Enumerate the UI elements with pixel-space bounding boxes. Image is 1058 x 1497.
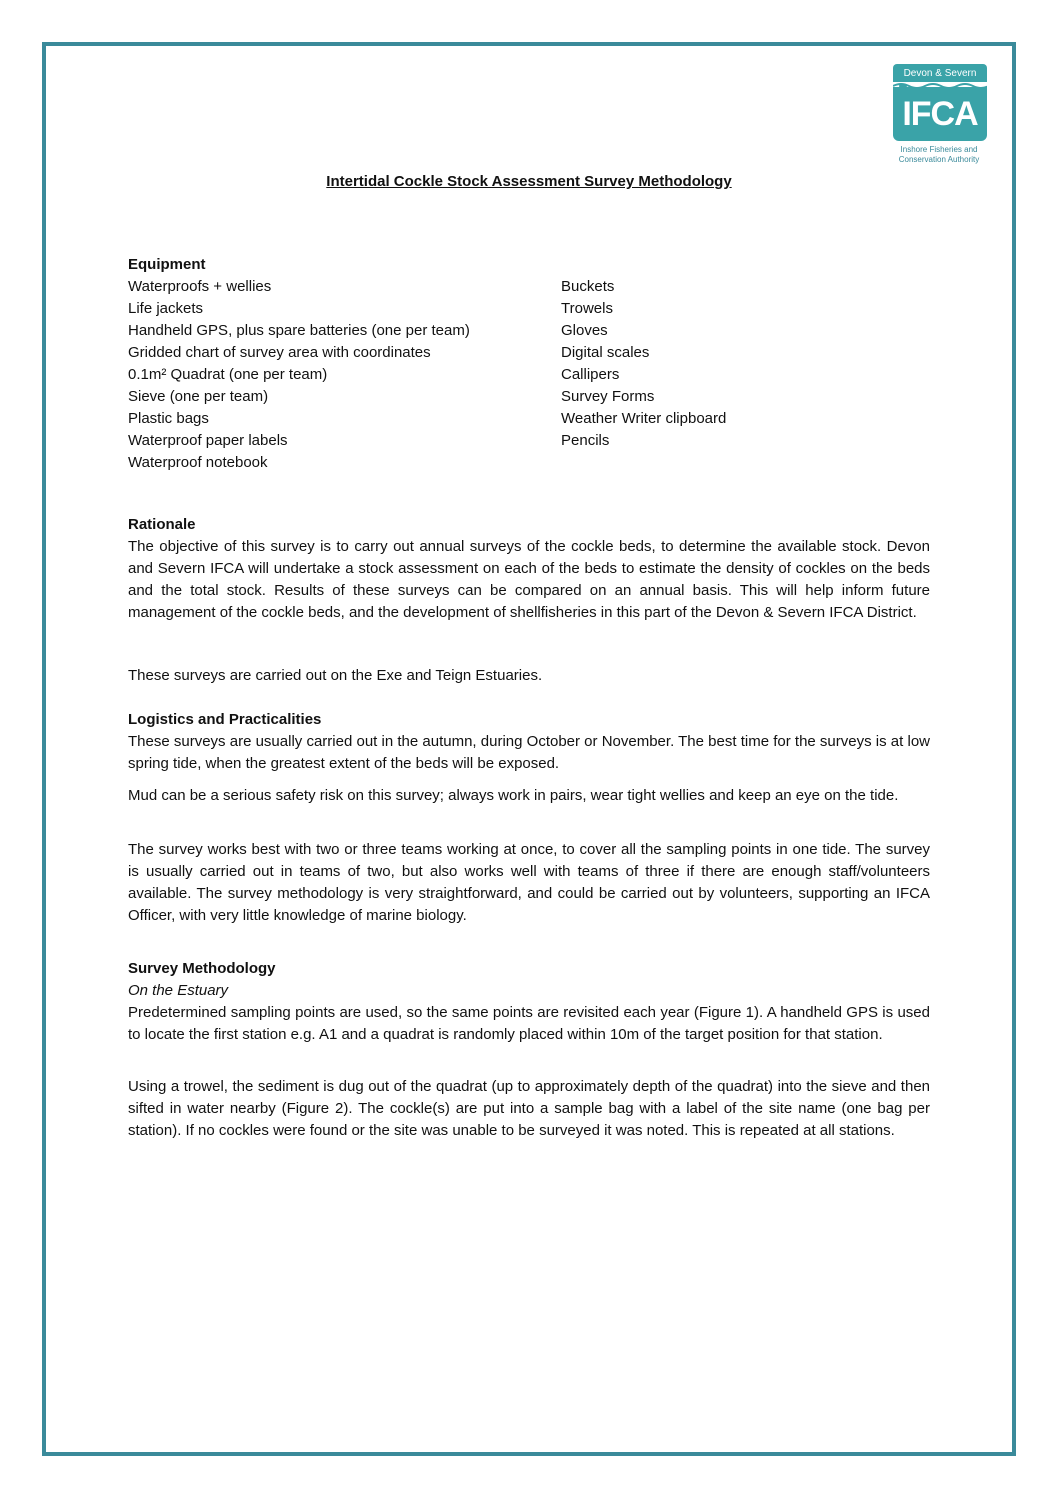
- methodology-subheading: On the Estuary: [128, 982, 229, 999]
- equipment-item: Waterproof notebook: [128, 454, 268, 471]
- equipment-item: Digital scales: [561, 344, 650, 361]
- methodology-section: [128, 958, 930, 1046]
- equipment-item: Callipers: [561, 366, 620, 383]
- equipment-heading: Equipment: [128, 256, 206, 273]
- logo-subtitle-line-2: Conservation Authority: [898, 155, 980, 164]
- logo-subtitle: [889, 145, 989, 165]
- logo-top-band: Devon & Severn: [893, 64, 987, 84]
- equipment-item: Survey Forms: [561, 388, 655, 405]
- equipment-lists: [128, 276, 930, 474]
- rationale-paragraph: The objective of this survey is to carry out annual surveys of the cockle beds, to determine the available stock. Devon and Severn IFCA will undertake a stock assessment on each of the beds to estimate the density of cockles on the beds and the total stock. Results of these surveys can be compared on an annual basis. This will help inform future management of the cockle beds, and the development of shellfisheries in this part of the Devon & Severn IFCA District.: [128, 538, 930, 621]
- rationale-heading: Rationale: [128, 516, 196, 533]
- teams-block: [128, 839, 930, 927]
- document-title: Intertidal Cockle Stock Assessment Survey Methodology: [326, 173, 732, 190]
- methodology-block-2: [128, 1076, 930, 1142]
- logistics-paragraph-1: These surveys are usually carried out in the autumn, during October or November. The best time for the surveys is at low spring tide, when the greatest extent of the beds will be exposed.: [128, 733, 930, 772]
- safety-block: [128, 785, 930, 807]
- estuaries-paragraph: These surveys are carried out on the Exe and Teign Estuaries.: [128, 667, 543, 684]
- logistics-paragraph-3: The survey works best with two or three teams working at once, to cover all the sampling points in one tide. The survey is usually carried out in teams of two, but also works well with teams of three if there are enough staff/volunteers available. The survey methodology is very straightforward, and could be carried out by volunteers, supporting an IFCA Officer, with very little knowledge of marine biology.: [128, 841, 930, 924]
- equipment-item: Sieve (one per team): [128, 388, 269, 405]
- equipment-list-right: [561, 276, 921, 474]
- equipment-item: Weather Writer clipboard: [561, 410, 727, 427]
- logistics-paragraph-2: Mud can be a serious safety risk on this survey; always work in pairs, wear tight wellies and keep an eye on the tide.: [128, 787, 899, 804]
- equipment-section: [128, 254, 930, 474]
- equipment-item: Trowels: [561, 300, 613, 317]
- equipment-item: 0.1m² Quadrat (one per team): [128, 366, 328, 383]
- equipment-item: Buckets: [561, 278, 615, 295]
- rationale-section: [128, 514, 930, 624]
- equipment-item: Life jackets: [128, 300, 204, 317]
- equipment-item: Handheld GPS, plus spare batteries (one per team): [128, 322, 470, 339]
- equipment-item: Pencils: [561, 432, 610, 449]
- methodology-heading: Survey Methodology: [128, 960, 276, 977]
- equipment-item: Gridded chart of survey area with coordinates: [128, 344, 431, 361]
- logo-subtitle-line-1: Inshore Fisheries and: [900, 145, 978, 154]
- methodology-paragraph-1: Predetermined sampling points are used, so the same points are revisited each year (Figure 1). A handheld GPS is used to locate the first station e.g. A1 and a quadrat is randomly placed within 10m of the target position for that station.: [128, 1004, 930, 1043]
- equipment-item: Gloves: [561, 322, 608, 339]
- equipment-item: Plastic bags: [128, 410, 209, 427]
- ifca-logo: [889, 64, 989, 172]
- equipment-item: Waterproof paper labels: [128, 432, 288, 449]
- methodology-paragraph-2: Using a trowel, the sediment is dug out of the quadrat (up to approximately depth of the quadrat) into the sieve and then sifted in water nearby (Figure 2). The cockle(s) are put into a sample bag with a label of the site name (one bag per station). If no cockles were found or the site was unable to be surveyed it was noted. This is repeated at all stations.: [128, 1078, 930, 1139]
- logistics-heading: Logistics and Practicalities: [128, 711, 322, 728]
- logo-main-mark: IFCA: [893, 87, 987, 141]
- equipment-item: Waterproofs + wellies: [128, 278, 272, 295]
- logistics-section: [128, 709, 930, 775]
- equipment-list-left: [128, 276, 561, 474]
- estuaries-paragraph-block: [128, 665, 930, 687]
